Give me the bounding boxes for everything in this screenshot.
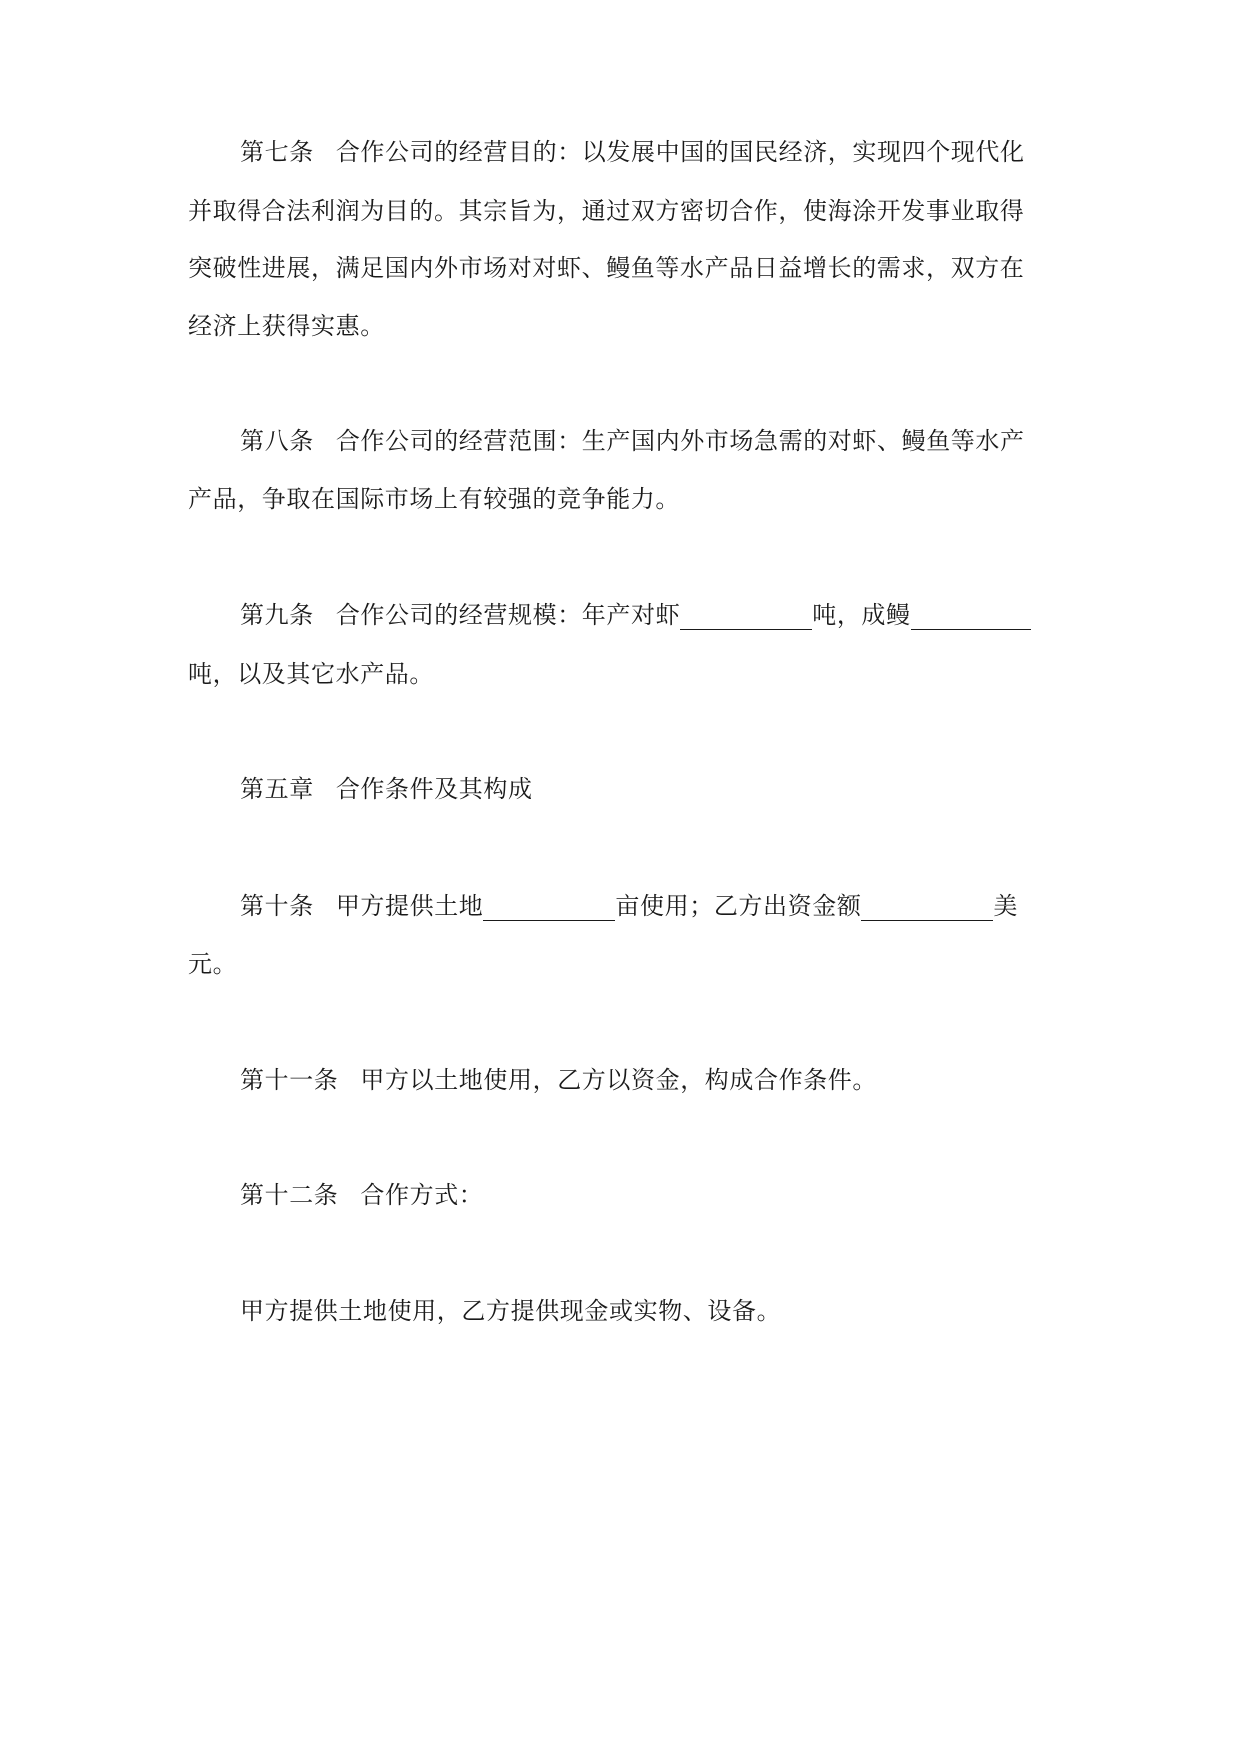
- article-10-text-a: 甲方提供土地: [335, 892, 484, 920]
- chapter-5-label: 第五章: [240, 775, 314, 803]
- article-8-line-1: [240, 426, 1025, 456]
- article-11-text: 甲方以土地使用，乙方以资金，构成合作条件。: [360, 1066, 878, 1094]
- article-10-line-1: [240, 891, 1018, 921]
- article-8-label: 第八条: [240, 427, 314, 455]
- article-9-text-b: 吨，成鳗: [812, 601, 911, 629]
- eel-tonnage-blank: [911, 603, 1031, 630]
- shrimp-tonnage-blank: [680, 603, 812, 630]
- article-12-label: 第十二条: [240, 1181, 339, 1209]
- article-7-line-2: 并取得合法利润为目的。其宗旨为，通过双方密切合作，使海涂开发事业取得: [188, 197, 1025, 225]
- article-7-label: 第七条: [240, 138, 314, 166]
- chapter-5-title: 合作条件及其构成: [335, 775, 533, 803]
- article-9-text-a: 合作公司的经营规模：年产对虾: [335, 601, 681, 629]
- article-7-text: 合作公司的经营目的：以发展中国的国民经济，实现四个现代化: [335, 138, 1025, 166]
- article-7-line-1: [240, 137, 1025, 167]
- article-9-line-2: 吨，以及其它水产品。: [188, 660, 434, 688]
- article-11: [240, 1065, 877, 1095]
- article-9-line-1: [240, 600, 1031, 630]
- investment-amount-blank: [861, 894, 993, 921]
- article-12-text: 合作方式：: [360, 1181, 484, 1209]
- chapter-5-heading: [240, 774, 533, 804]
- cooperation-detail: 甲方提供土地使用，乙方提供现金或实物、设备。: [240, 1297, 782, 1325]
- article-10-label: 第十条: [240, 892, 314, 920]
- article-10-text-b: 亩使用；乙方出资金额: [615, 892, 862, 920]
- article-7-line-4: 经济上获得实惠。: [188, 312, 385, 340]
- land-area-blank: [483, 894, 615, 921]
- article-10-line-2: 元。: [188, 950, 238, 978]
- article-7-line-3: 突破性进展，满足国内外市场对对虾、鳗鱼等水产品日益增长的需求，双方在: [188, 254, 1025, 282]
- article-11-label: 第十一条: [240, 1066, 339, 1094]
- article-9-label: 第九条: [240, 601, 314, 629]
- article-8-text: 合作公司的经营范围：生产国内外市场急需的对虾、鳗鱼等水产: [335, 427, 1025, 455]
- article-12: [240, 1180, 483, 1210]
- article-10-text-c: 美: [993, 892, 1019, 920]
- article-8-line-2: 产品，争取在国际市场上有较强的竞争能力。: [188, 485, 680, 513]
